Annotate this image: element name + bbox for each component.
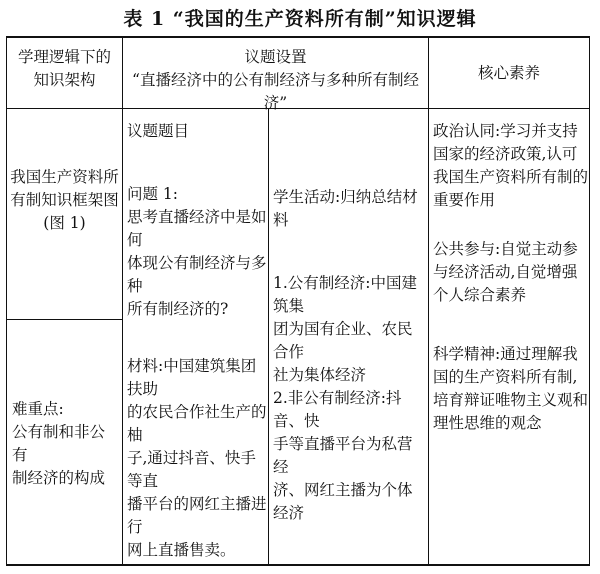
activity-heading: 学生活动:归纳总结材料 [273,188,418,229]
framework-line3: (图 1) [43,214,86,232]
difficulty-line2: 公有制和非公有 [12,423,106,464]
question-line3: 所有制经济的? [127,300,229,318]
table-bottom-border [6,564,590,566]
material-line2: 的农民合作社生产的柚 [127,403,267,444]
topic-cell [127,120,267,562]
science-line3: 培育辩证唯物主义观和 [433,391,589,409]
activity-cell [273,186,427,525]
difficulty-line1: 难重点: [12,400,64,418]
header-col2-title: 议题设置 [244,48,307,66]
header-knowledge-framework [7,46,122,92]
activity-item1-line1: 1.公有制经济:中国建筑集 [273,274,418,315]
political-line3: 我国生产资料所有制的 [433,168,589,186]
header-topic-setting [123,46,428,115]
difficulty-line3: 制经济的构成 [12,469,106,487]
material-line5: 网上直播售卖。 [127,541,236,559]
question-line1: 思考直播经济中是如何 [127,208,267,249]
col-divider-3 [428,36,429,566]
topic-heading: 议题题目 [127,122,190,140]
col-divider-1 [122,36,123,566]
framework-line2: 有制知识框架图 [10,191,119,209]
header-col1-line1: 学理逻辑下的 [17,48,111,66]
political-line1: 政治认同:学习并支持 [433,122,578,140]
political-line2: 国家的经济政策,认可 [433,145,578,163]
header-core-literacy [429,62,589,85]
public-line2: 与经济活动,自觉增强 [433,263,578,281]
science-line1: 科学精神:通过理解我 [433,345,578,363]
material-line3: 子,通过抖音、快手等直 [127,449,256,490]
activity-item2-line3: 济、网红主播为个体经济 [273,481,413,522]
header-col1-line2: 知识架构 [33,71,96,89]
science-line2: 国的生产资料所有制, [433,368,578,386]
activity-item2-line2: 手等直播平台为私营经 [273,435,413,476]
literacy-cell [433,120,588,435]
framework-cell [7,166,122,235]
material-line4: 播平台的网红主播进行 [127,495,267,536]
public-line1: 公共参与:自觉主动参 [433,240,578,258]
knowledge-logic-table [6,36,590,566]
activity-item1-line2: 团为国有企业、农民合作 [273,320,413,361]
public-line3: 个人综合素养 [433,286,527,304]
political-line4: 重要作用 [433,191,496,209]
framework-line1: 我国生产资料所 [10,168,119,186]
material-line1: 材料:中国建筑集团扶助 [127,357,257,398]
difficulty-cell [12,398,120,490]
question-line2: 体现公有制经济与多种 [127,254,267,295]
question-label: 问题 1: [127,185,179,203]
header-col3-title: 核心素养 [477,64,540,82]
table-top-border [6,36,590,38]
activity-item2-line1: 2.非公有制经济:抖音、快 [273,389,402,430]
table-title: 表 1 “我国的生产资料所有制”知识逻辑 [123,8,477,30]
col-divider-2 [268,108,269,566]
activity-item1-line3: 社为集体经济 [273,366,367,384]
table-right-border [589,36,590,566]
row-divider [6,319,122,320]
table-left-border [6,36,7,566]
header-col2-subtitle: “直播经济中的公有制经济与多种所有制经济” [132,71,419,112]
science-line4: 理性思维的观念 [433,414,542,432]
